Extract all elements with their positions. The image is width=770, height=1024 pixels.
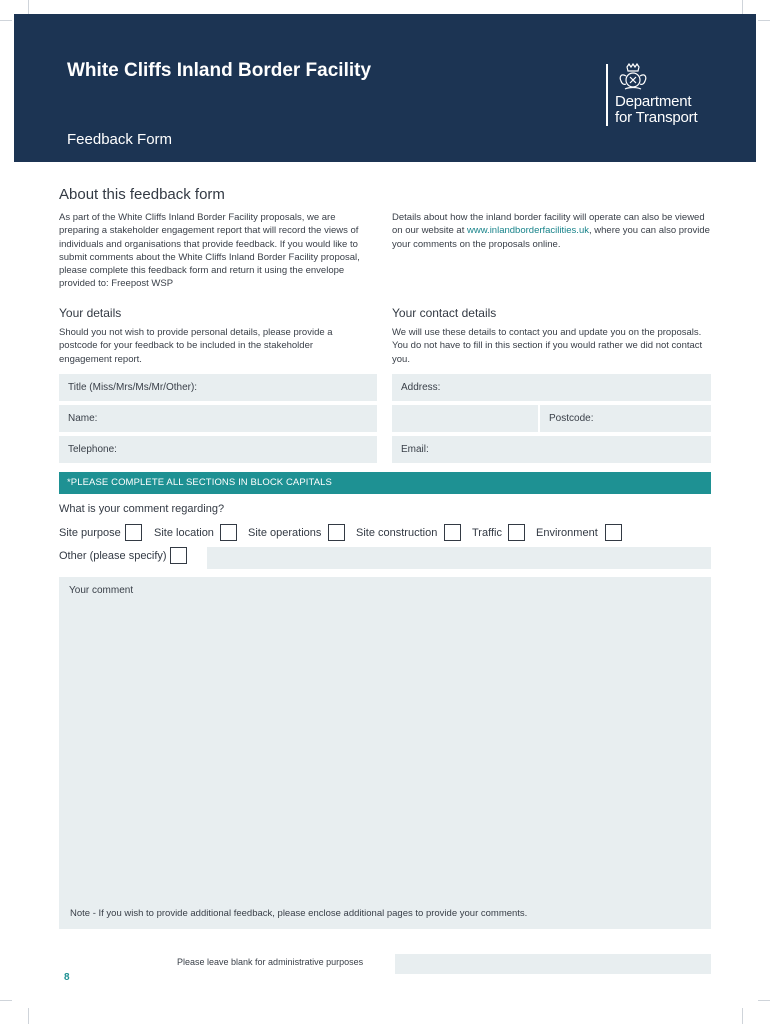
option-site-construction	[356, 524, 462, 542]
royal-crest-icon	[615, 63, 651, 91]
option-label: Site operations	[248, 527, 322, 539]
address-field-label: Address:	[401, 382, 441, 393]
option-site-operations	[248, 524, 346, 542]
email-field-label: Email:	[401, 444, 429, 455]
block-capitals-banner	[59, 472, 711, 494]
header-banner	[14, 14, 756, 162]
address-field[interactable]	[392, 374, 711, 401]
crop-mark	[742, 1008, 743, 1024]
admin-label: Please leave blank for administrative purposes	[177, 957, 364, 967]
crop-mark	[28, 1008, 29, 1024]
logo-bar	[606, 64, 608, 126]
dft-logo	[606, 64, 726, 144]
title-field[interactable]	[59, 374, 377, 401]
comment-field[interactable]	[59, 577, 711, 929]
other-specify-field[interactable]	[207, 547, 711, 569]
form-title: White Cliffs Inland Border Facility	[67, 60, 372, 81]
comment-note: Note - If you wish to provide additional feedback, please enclose additional pages to provide your comments.	[70, 908, 528, 919]
site-purpose-checkbox[interactable]	[125, 524, 142, 541]
crop-mark	[758, 20, 770, 21]
title-field-label: Title (Miss/Mrs/Ms/Mr/Other):	[68, 382, 198, 393]
page-number: 8	[64, 972, 70, 983]
option-label: Traffic	[472, 527, 502, 539]
about-right-text	[392, 211, 710, 251]
option-other	[59, 547, 187, 565]
form-subtitle: Feedback Form	[67, 131, 173, 148]
admin-field	[395, 954, 711, 974]
name-field-label: Name:	[68, 413, 98, 424]
logo-text	[615, 94, 697, 126]
option-label: Environment	[536, 527, 598, 539]
telephone-field[interactable]	[59, 436, 377, 463]
environment-checkbox[interactable]	[605, 524, 622, 541]
option-site-purpose	[59, 524, 144, 542]
site-operations-checkbox[interactable]	[328, 524, 345, 541]
about-right-text-end: , where you can also provide your comments on the proposals online.	[392, 225, 710, 250]
name-field[interactable]	[59, 405, 377, 432]
traffic-checkbox[interactable]	[508, 524, 525, 541]
option-label: Site construction	[356, 527, 438, 539]
option-label: Site purpose	[59, 527, 121, 539]
email-field[interactable]	[392, 436, 711, 463]
address-line-2-field[interactable]	[392, 405, 538, 432]
comment-label: Your comment	[69, 585, 134, 596]
option-label: Site location	[154, 527, 214, 539]
your-details-text: Should you not wish to provide personal details, please provide a postcode for your feedback to be included in the stakeholder engagement report.	[59, 327, 333, 365]
website-link[interactable]: www.inlandborderfacilities.uk	[467, 225, 589, 237]
regarding-heading: What is your comment regarding?	[59, 503, 225, 515]
your-details-heading: Your details	[59, 306, 122, 320]
crop-mark	[0, 20, 12, 21]
option-environment	[536, 524, 623, 542]
option-traffic	[472, 524, 526, 542]
about-right-text-start: Details about how the inland border facility will operate can also be viewed on our website at	[392, 212, 705, 237]
option-site-location	[154, 524, 238, 542]
other-checkbox[interactable]	[170, 547, 187, 564]
crop-mark	[758, 1000, 770, 1001]
postcode-field-label: Postcode:	[549, 413, 594, 424]
banner-text: *PLEASE COMPLETE ALL SECTIONS IN BLOCK CAPITALS	[67, 477, 332, 488]
site-construction-checkbox[interactable]	[444, 524, 461, 541]
telephone-field-label: Telephone:	[68, 444, 117, 455]
logo-line-1: Department	[615, 93, 692, 110]
option-label: Other (please specify)	[59, 550, 167, 562]
contact-details-heading: Your contact details	[392, 306, 497, 320]
postcode-field[interactable]	[540, 405, 711, 432]
contact-details-text: We will use these details to contact you and update you on the proposals. You do not have to fill in this section if you would rather we did not contact you.	[392, 327, 703, 365]
crop-mark	[0, 1000, 12, 1001]
logo-line-2: for Transport	[615, 109, 698, 126]
about-heading: About this feedback form	[59, 186, 225, 203]
about-left-text: As part of the White Cliffs Inland Border Facility proposals, we are preparing a stakeholder engagement report that will record the views of individuals and organisations that provide feedback. If you would like to submit comments about the White Cliffs Inland Border Facility proposal, please complete this feedback form and return it using the envelope provided to: Freepost WSP	[59, 212, 360, 290]
site-location-checkbox[interactable]	[220, 524, 237, 541]
